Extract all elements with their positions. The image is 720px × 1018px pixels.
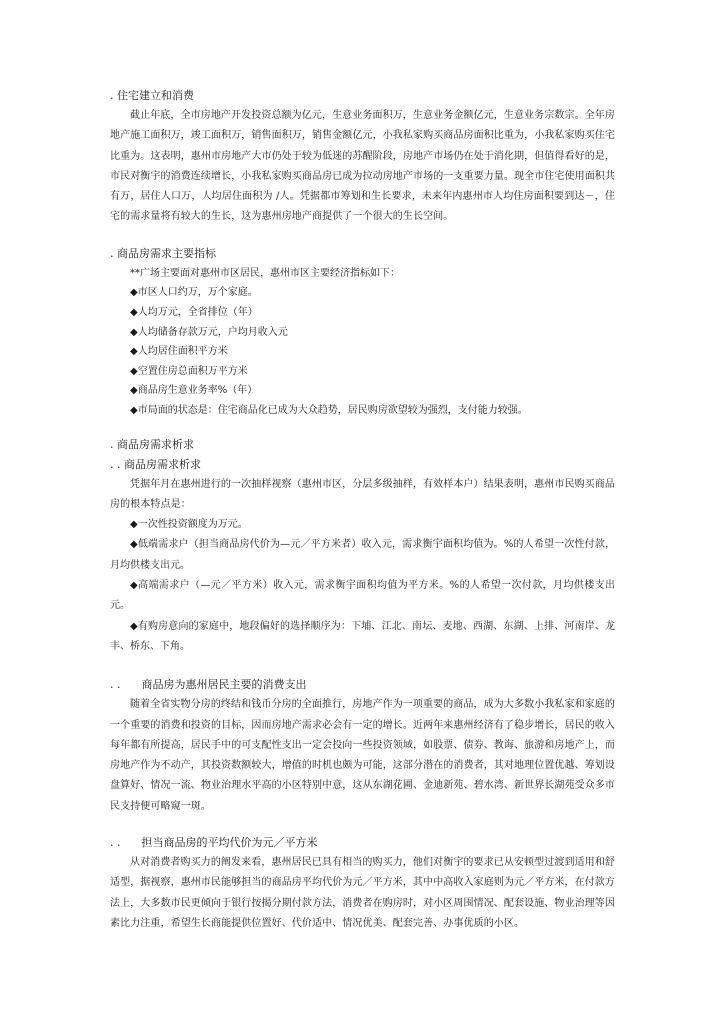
list-item: ◆人均储备存款万元，户均月收入元 (130, 326, 288, 338)
section-heading: . 商品房需求析求 (110, 437, 194, 451)
section-paragraph: 随着全省实物分房的终结和钱币分房的全面推行，房地产作为一项重要的商品，成为大多数小我私家和家庭的一个重要的消费和投资的目标，因而房地产需求必会有一定的增长。近两年来惠州经济有了稳步增长，居民的收入每年都有所提高，居民手中的可支配性支出一定会投向一些投资领域，如股票、债券、教诲、旅游和房地产上，而房地产作为不动产，其投资数额较大，增值的时机也颇为可能，这部分潜在的消费者，其对地理位置优越、筹划设盘算好、情况一流、物业治理水平高的小区特别中意，这从东湖花圃、金迪新苑、碧水湾、新世界长湖苑受众多市民支持便可略窥一斑。 (110, 699, 615, 812)
section-heading: . 住宅建立和消费 (110, 89, 194, 102)
section-average-price (110, 833, 615, 934)
section-paragraph: 从对消费者购买力的阐发来看，惠州居民已具有相当的购买力，他们对衡宇的要求已从安顿型过渡到适用和舒适型，据视察，惠州市民能够担当的商品房平均代价为元／平方米，其中中高收入家庭则为元／平方米，在付款方法上，大多数市民更倾向于银行按揭分期付款方法，消费者在购房时，对小区周围情况、配套设施、物业治理等因素比力注重，希望生长商能提供位置好、代价适中、情况优美、配套完善、办事优质的小区。 (110, 856, 615, 929)
list-item: ◆有购房意向的家庭中，地段偏好的选择顺序为：下埔、江北、南坛、麦地、西湖、东湖、上排、河南岸、龙丰、桥东、下角。 (110, 620, 615, 652)
list-item: ◆低端需求户（担当商品房代价为—元／平方米者）收入元，需求衡宇面积均值为。%的人希望一次性付款，月均供楼支出元。 (110, 539, 615, 571)
section-heading: . . 商品房为惠州居民主要的消费支出 (110, 678, 307, 692)
list-item: ◆市局面的状态是：住宅商品化已成为大众趋势，居民购房欲望较为强烈，支付能力较强。 (130, 404, 528, 416)
list-item: ◆人均居住面积平方米 (130, 346, 228, 358)
section-paragraph: 截止年底，全市房地产开发投资总额为亿元，生意业务面积万，生意业务金额亿元，生意业务宗数宗。全年房地产施工面积万，竣工面积万，销售面积万，销售金额亿元，小我私家购买商品房面积比重为，小我私家购买住宅比重为。这表明，惠州市房地产大市仍处于较为低迷的苏醒阶段，房地产市场仍在处于消化期，但值得看好的是，市民对衡宇的消费连续增长，小我私家购买商品房已成为拉动房地产市场的一支重要力量。现全市住宅使用面积共有万，居住人口万，人均居住面积为 /人。凭据都市筹划和生长要求，未来年内惠州市人均住房面积要到达－，住宅的需求量将有较大的生长，这为惠州房地产商提供了一个很大的生长空间。 (110, 110, 615, 223)
section-intro: **广场主要面对惠州市区居民，惠州市区主要经济指标如下： (130, 267, 400, 279)
section-demand-indicators (110, 244, 615, 421)
section-paragraph: 凭据年月在惠州进行的一次抽样视察（惠州市区，分层多级抽样，有效样本户）结果表明，惠州市民购买商品房的根本特点是： (110, 478, 615, 510)
section-heading: . . 担当商品房的平均代价为元／平方米 (110, 835, 318, 849)
list-item: ◆空置住房总面积万平方米 (130, 365, 248, 377)
section-heading: . 商品房需求主要指标 (110, 246, 216, 260)
list-item: ◆人均万元，全省排位（年） (130, 306, 258, 318)
list-item: ◆高端需求户（—元／平方米）收入元，需求衡宇面积均值为平方米。%的人希望一次付款，月均供楼支出元。 (110, 580, 615, 612)
list-item: ◆市区人口约万，万个家庭。 (130, 287, 258, 299)
document-body (110, 86, 615, 934)
section-housing-construction (110, 86, 615, 228)
list-item: ◆商品房生意业务率%（年） (130, 385, 258, 397)
section-subheading: . . 商品房需求析求 (110, 457, 201, 471)
list-item: ◆一次性投资额度为万元。 (130, 519, 248, 531)
section-demand-analysis (110, 435, 615, 658)
section-consumption-expenditure (110, 675, 615, 817)
